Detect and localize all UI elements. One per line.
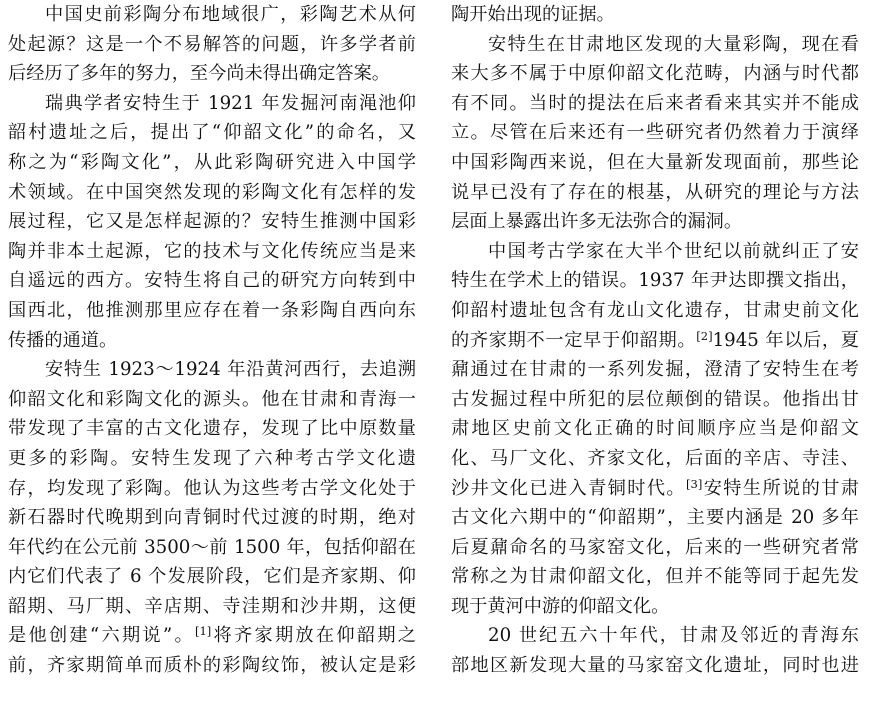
text-line: 年代约在公元前 3500～前 1500 年，包括仰韶在 [8, 536, 416, 558]
text-line: 陶并非本土起源，它的技术与文化传统应当是来 [8, 240, 416, 262]
text-line: 立。尽管在后来还有一些研究者仍然着力于演绎 [451, 122, 859, 144]
text-line: 化、马厂文化、齐家文化，后面的辛店、寺洼、 [451, 447, 859, 469]
text-line: 新石器时代晚期到向青铜时代过渡的时期，绝对 [8, 507, 416, 529]
text-line: 展过程，它又是怎样起源的？安特生推测中国彩 [8, 211, 416, 233]
text-line: 肃地区史前文化正确的时间顺序应当是仰韶文 [451, 418, 859, 440]
text-line: 处起源？这是一个不易解答的问题，许多学者前 [8, 33, 416, 55]
text-segment: 将齐家期放在仰韶期之 [211, 625, 416, 647]
text-line: 韶期、马厂期、辛店期、寺洼期和沙井期，这便 [8, 595, 416, 617]
text-line: 术领域。在中国突然发现的彩陶文化有怎样的发 [8, 181, 416, 203]
text-line: 来大多不属于中原仰韶文化范畴，内涵与时代都 [451, 63, 859, 85]
text-segment: 安特生所说的甘肃 [702, 477, 859, 499]
text-line: 陶开始出现的证据。 [451, 4, 615, 25]
citation-reference: [1] [194, 624, 212, 639]
text-line [451, 326, 859, 356]
text-line: 古文化六期中的“仰韶期”，主要内涵是 20 多年 [451, 507, 859, 529]
text-line: 后经历了多年的努力，至今尚未得出确定答案。 [8, 63, 390, 85]
text-line: 有不同。当时的提法在后来者看来其实并不能成 [451, 92, 859, 114]
right-column [451, 0, 859, 681]
text-line [8, 621, 416, 651]
text-line: 部地区新发现大量的马家窑文化遗址，同时也进 [451, 655, 859, 677]
text-line [451, 474, 859, 504]
text-segment: 是他创建“六期说”。 [8, 625, 195, 647]
text-line: 传播的通道。 [8, 329, 118, 351]
text-line: 现于黄河中游的仰韶文化。 [451, 595, 670, 617]
text-line: 自遥远的西方。安特生将自己的研究方向转到中 [8, 270, 416, 292]
text-line: 韶村遗址之后，提出了“仰韶文化”的命名，又 [8, 122, 416, 144]
text-line: 常称之为甘肃仰韶文化，但并不能等同于起先发 [451, 566, 859, 588]
text-line: 后夏鼐命名的马家窑文化，后来的一些研究者常 [451, 536, 859, 558]
text-line: 安特生 1923～1924 年沿黄河西行，去追溯 [45, 359, 416, 381]
text-line: 古发掘过程中所犯的层位颠倒的错误。他指出甘 [451, 388, 859, 410]
text-line: 说早已没有了存在的根基，从研究的理论与方法 [451, 181, 859, 203]
text-line: 瑞典学者安特生于 1921 年发掘河南渑池仰 [45, 92, 416, 114]
citation-reference: [3] [686, 476, 703, 491]
text-line: 安特生在甘肃地区发现的大量彩陶，现在看 [488, 33, 859, 55]
text-line: 鼐通过在甘肃的一系列发掘，澄清了安特生在考 [451, 359, 859, 381]
text-line: 更多的彩陶。安特生发现了六种考古学文化遗 [8, 447, 416, 469]
text-line: 仰韶文化和彩陶文化的源头。他在甘肃和青海一 [8, 388, 416, 410]
left-column [8, 0, 416, 681]
text-line: 特生在学术上的错误。1937 年尹达即撰文指出， [451, 270, 859, 292]
text-line: 中国史前彩陶分布地域很广，彩陶艺术从何 [45, 4, 416, 25]
text-segment: 1945 年以后，夏 [712, 329, 859, 351]
text-line: 中国彩陶西来说，但在大量新发现面前，那些论 [451, 151, 859, 173]
text-line: 仰韶村遗址包含有龙山文化遗存，甘肃史前文化 [451, 299, 859, 321]
text-segment: 沙井文化已进入青铜时代。 [451, 477, 687, 499]
text-segment: 的齐家期不一定早于仰韶期。 [451, 329, 697, 351]
text-line: 国西北，他推测那里应存在着一条彩陶自西向东 [8, 299, 416, 321]
text-line: 存，均发现了彩陶。他认为这些考古学文化处于 [8, 477, 416, 499]
text-line: 称之为“彩陶文化”，从此彩陶研究进入中国学 [8, 151, 416, 173]
text-line: 内它们代表了 6 个发展阶段，它们是齐家期、仰 [8, 566, 416, 588]
text-line: 前，齐家期简单而质朴的彩陶纹饰，被认定是彩 [8, 655, 416, 677]
text-line: 层面上暴露出许多无法弥合的漏洞。 [451, 211, 743, 233]
text-line: 中国考古学家在大半个世纪以前就纠正了安 [488, 240, 859, 262]
citation-reference: [2] [696, 328, 713, 343]
text-line: 带发现了丰富的古文化遗存，发现了比中原数量 [8, 418, 416, 440]
text-line: 20 世纪五六十年代，甘肃及邻近的青海东 [488, 625, 859, 647]
